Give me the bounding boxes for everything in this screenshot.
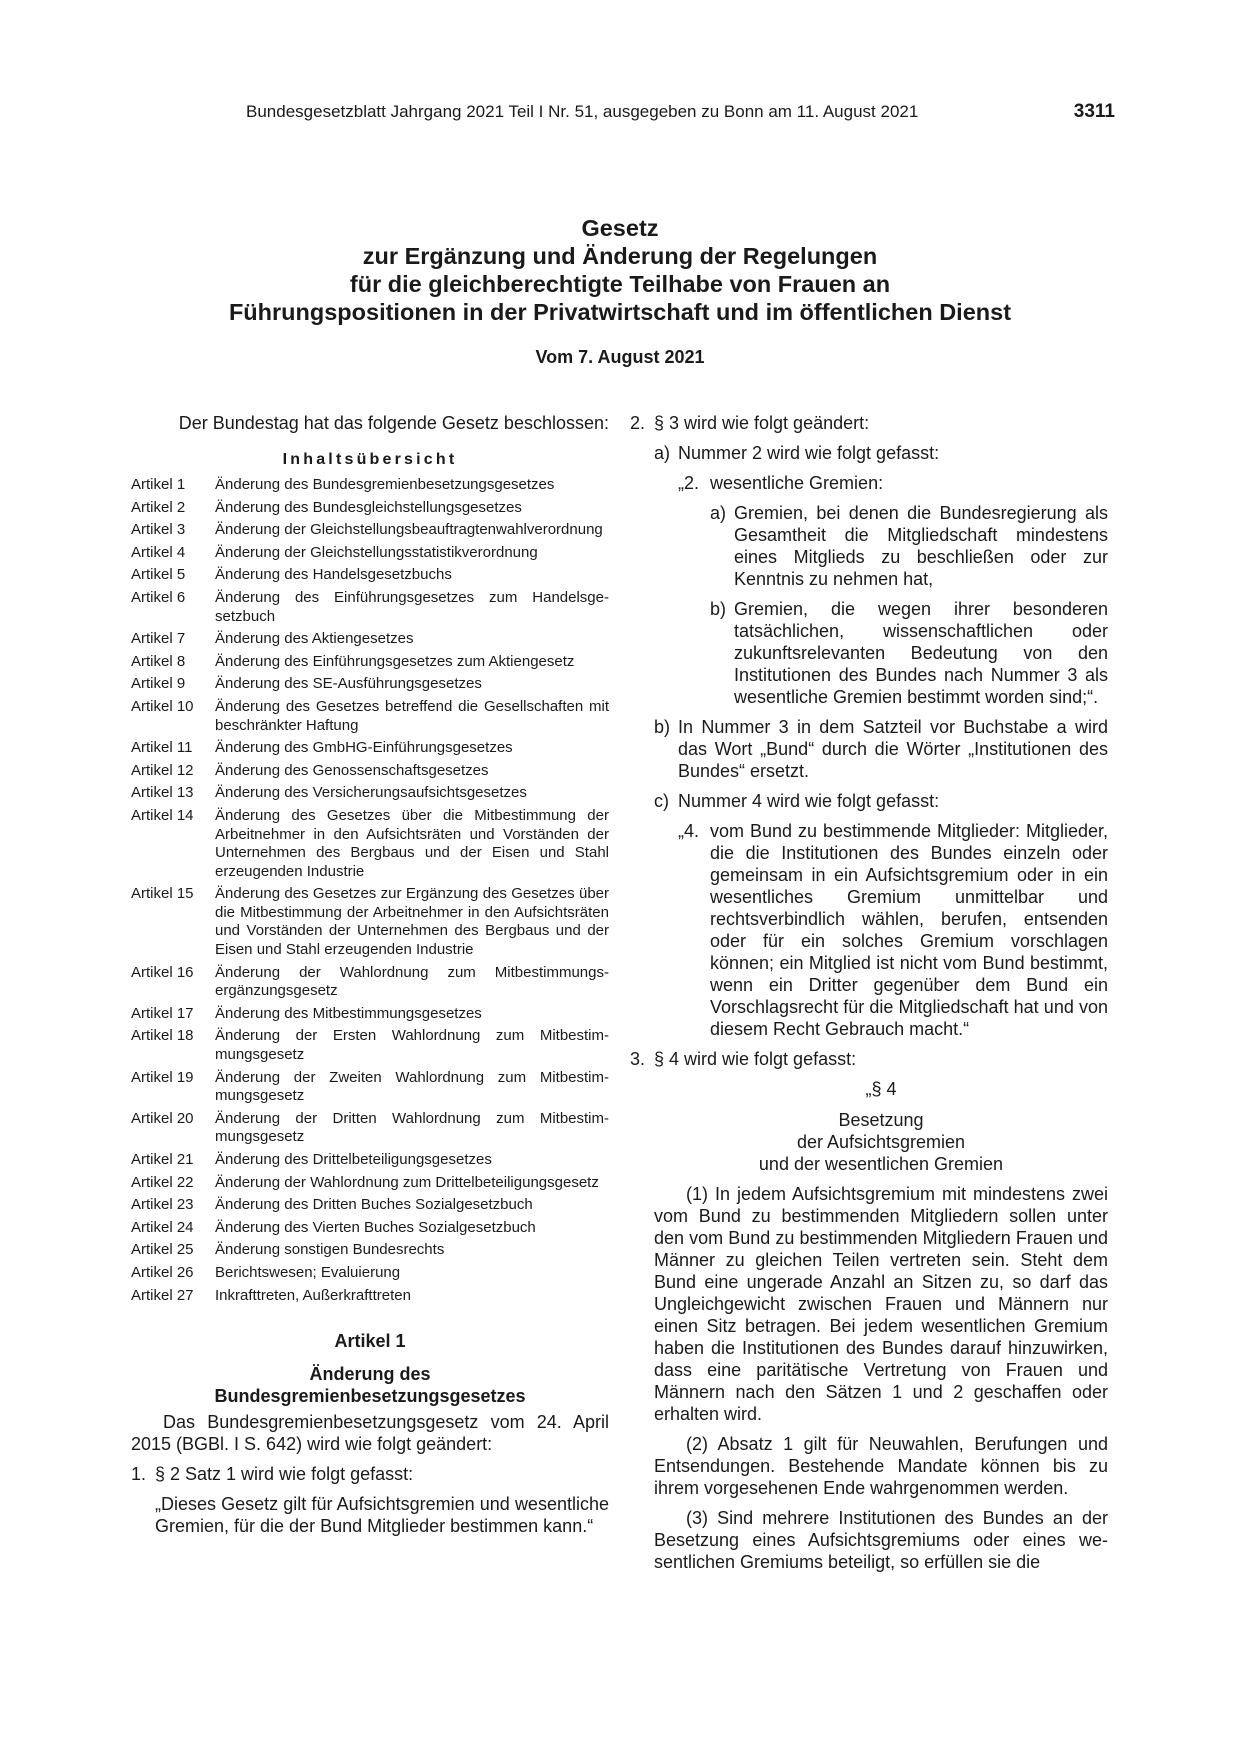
toc-article-title: Änderung des Bundesgremienbesetzungsgesetzes [215, 476, 555, 493]
toc-entry [131, 476, 609, 495]
item-letter: b) [710, 599, 727, 619]
toc-article-title: Änderung des Einführungsgesetzes zum Handelsgesetzbuch [215, 588, 609, 625]
toc-article-title: Änderung der Dritten Wahlordnung zum Mitbestimmungsgesetz [215, 1109, 609, 1146]
toc-article-title: Änderung der Gleichstellungsbeauftragtenwahlverordnung [215, 521, 603, 539]
list-item [654, 790, 1108, 812]
table-of-contents [131, 476, 609, 1305]
toc-entry [131, 653, 609, 672]
toc-article-title: Änderung des GmbHG-Einführungsgesetzes [215, 739, 513, 757]
toc-article-title: Änderung der Ersten Wahlordnung zum Mitbestimmungsgesetz [215, 1027, 609, 1064]
toc-article-number: Artikel 27 [131, 1286, 194, 1304]
item-number: „4. [678, 821, 700, 841]
toc-article-number: Artikel 13 [131, 784, 194, 802]
article-1-heading: Artikel 1 [334, 1331, 406, 1352]
toc-article-title: Änderung des Einführungsgesetzes zum Aktiengesetz [215, 652, 575, 670]
quoted-text: „Dieses Gesetz gilt für Aufsichtsgremien und wesentliche Gremien, für die der Bund Mitglieder bestimmen kann.“ [155, 1494, 609, 1537]
list-item [630, 412, 1108, 434]
toc-article-title: Berichtswesen; Evaluierung [215, 1263, 401, 1281]
toc-article-number: Artikel 9 [131, 675, 186, 693]
toc-entry [131, 1196, 609, 1215]
toc-entry [131, 521, 609, 540]
toc-article-title: Änderung der Wahlordnung zum Drittelbeteiligungsgesetz [215, 1173, 599, 1191]
paragraph-2: (2) Absatz 1 gilt für Neuwahlen, Berufungen und Entsendungen. Bestehende Mandate können bis zu ihrem vorgesehenen Ende wahrgenommen werden. [654, 1434, 1108, 1498]
title-line-3: für die gleichberechtigte Teilhabe von Frauen an [349, 271, 891, 297]
item-text: Gremien, bei denen die Bundesregierung als Gesamtheit die Mitgliedschaft mindestens eines Mitglieds zu beschließen oder zur Kenntnis zu nehmen hat, [734, 503, 1108, 589]
article-1-body: Das Bundesgremienbesetzungsgesetz vom 24. April 2015 (BGBl. I S. 642) wird wie folgt geändert: [131, 1412, 609, 1455]
toc-article-title: Änderung sonstigen Bundesrechts [215, 1241, 445, 1259]
section-title-line-3: und der wesentlichen Gremien [758, 1154, 1004, 1174]
list-item [131, 1463, 609, 1485]
toc-entry [131, 784, 609, 803]
toc-article-title: Änderung des Dritten Buches Sozialgesetzbuch [215, 1196, 533, 1214]
toc-article-number: Artikel 7 [131, 630, 186, 648]
toc-entry [131, 1264, 609, 1283]
toc-entry [131, 964, 609, 1001]
toc-article-number: Artikel 25 [131, 1241, 194, 1259]
paragraph-1: (1) In jedem Aufsichtsgremium mit mindestens zwei vom Bund zu bestimmenden Mitgliedern sollen unter den vom Bund zu bestimmenden Mitgliedern Frauen und Männer zu gleichen Teilen vertreten sein. Steht dem Bund eine ungerade Anzahl an Sitzen zu, so darf das Ungleichgewicht zwischen Frauen und Männern nur einen Sitz betragen. Bei jedem wesentlichen Gremium haben die Institutionen des Bundes darauf hinzuwirken, dass eine paritätische Vertretung von Frauen und Männern nach den Sätzen 1 und 2 geschaffen oder erhalten wird. [654, 1184, 1108, 1424]
list-item [654, 442, 1108, 464]
toc-article-number: Artikel 6 [131, 588, 186, 606]
toc-article-title: Änderung der Gleichstellungsstatistikverordnung [215, 543, 538, 561]
section-number: „§ 4 [865, 1079, 897, 1099]
section-4 [654, 1078, 1108, 1573]
toc-article-number: Artikel 3 [131, 521, 186, 539]
toc-article-number: Artikel 24 [131, 1218, 194, 1236]
toc-article-title: Änderung des Gesetzes zur Ergänzung des Gesetzes über die Mitbestimmung der Arbeitnehmer in den Aufsichtsräten und Vorständen der Unternehmen des Bergbaus und der Eisen und Stahl erzeugenden Industrie [215, 885, 609, 959]
toc-article-number: Artikel 2 [131, 498, 186, 516]
item-text: In Nummer 3 in dem Satzteil vor Buchstabe a wird das Wort „Bund“ durch die Wörter „Institutionen des Bundes“ ersetzt. [678, 717, 1108, 781]
toc-article-title: Änderung des Mitbestimmungsgesetzes [215, 1004, 482, 1022]
list-item [654, 716, 1108, 782]
toc-article-title: Inkrafttreten, Außerkrafttreten [215, 1286, 411, 1304]
item-text: Nummer 2 wird wie folgt gefasst: [678, 443, 940, 463]
toc-article-title: Änderung der Wahlordnung zum Mitbestimmungsergänzungsgesetz [215, 963, 609, 1000]
toc-article-title: Änderung des SE-Ausführungsgesetzes [215, 675, 482, 693]
toc-article-number: Artikel 12 [131, 761, 194, 779]
toc-article-number: Artikel 26 [131, 1263, 194, 1281]
toc-article-number: Artikel 23 [131, 1196, 194, 1214]
toc-heading: Inhaltsübersicht [282, 451, 458, 468]
item-text: § 4 wird wie folgt gefasst: [654, 1049, 857, 1069]
toc-article-number: Artikel 8 [131, 652, 186, 670]
title-line-2: zur Ergänzung und Änderung der Regelungen [362, 243, 878, 269]
item-text: § 3 wird wie folgt geändert: [654, 413, 870, 433]
toc-article-number: Artikel 21 [131, 1151, 194, 1168]
item-text: Gremien, die wegen ihrer besonderen tatsächlichen, wissenschaftlichen oder zukunftsrelevanten Bedeutung von den Institutionen des Bundes nach Nummer 3 als wesentliche Gremien bestimmt worden sind;“. [734, 599, 1108, 707]
item-text: Nummer 4 wird wie folgt gefasst: [678, 791, 940, 811]
right-column [630, 412, 1108, 1573]
toc-entry [131, 1219, 609, 1238]
list-item [630, 1048, 1108, 1070]
toc-entry [131, 1110, 609, 1147]
toc-article-number: Artikel 4 [131, 543, 186, 561]
toc-article-title: Änderung des Drittelbeteiligungsgesetzes [215, 1151, 492, 1168]
toc-article-number: Artikel 10 [131, 697, 194, 715]
item-number: 3. [630, 1049, 646, 1069]
toc-article-title: Änderung der Zweiten Wahlordnung zum Mitbestimmungsgesetz [215, 1068, 609, 1105]
toc-entry [131, 1151, 609, 1170]
law-title [120, 214, 1120, 326]
paragraph-3: (3) Sind mehrere Institutionen des Bundes an der Besetzung eines Aufsichtsgremiums oder eines wesentlichen Gremiums beteiligt, so erfüllen sie die [654, 1508, 1108, 1572]
toc-entry [131, 885, 609, 959]
toc-article-number: Artikel 17 [131, 1004, 194, 1022]
toc-entry [131, 739, 609, 758]
item-number: „2. [678, 473, 700, 493]
toc-article-number: Artikel 22 [131, 1173, 194, 1191]
toc-entry [131, 1287, 609, 1306]
title-line-1: Gesetz [581, 215, 659, 241]
toc-entry [131, 630, 609, 649]
item-letter: c) [654, 791, 669, 811]
title-line-4: Führungspositionen in der Privatwirtschaft und im öffentlichen Dienst [228, 299, 1012, 325]
gazette-citation: Bundesgesetzblatt Jahrgang 2021 Teil I Nr. 51, ausgegeben zu Bonn am 11. August 2021 [246, 102, 919, 121]
toc-article-title: Änderung des Versicherungsaufsichtsgesetzes [215, 784, 527, 802]
item-text: wesentliche Gremien: [710, 473, 884, 493]
list-item [710, 598, 1108, 708]
toc-entry [131, 566, 609, 585]
toc-article-title: Änderung des Vierten Buches Sozialgesetzbuch [215, 1218, 536, 1236]
item-number: 2. [630, 413, 646, 433]
item-text: vom Bund zu bestimmende Mitglieder: Mitglieder, die die Institutionen des Bundes einzeln oder gemeinsam in ein Aufsichtsgremium oder in ein wesentliches Gremium unmittelbar und rechtsverbindlich wählen, berufen, entsenden oder für ein solches Gremium vorschlagen können; ein Mitglied ist nicht vom Bund bestimmt, wenn ein Dritter gegenüber dem Bund ein Vorschlagsrecht für die Mitgliedschaft hat und von diesem Recht Gebrauch macht.“ [710, 821, 1108, 1039]
toc-article-number: Artikel 11 [131, 739, 193, 757]
toc-entry [131, 1241, 609, 1260]
toc-article-number: Artikel 19 [131, 1068, 194, 1086]
toc-entry [131, 589, 609, 626]
item-text: § 2 Satz 1 wird wie folgt gefasst: [155, 1464, 414, 1485]
article-1-subtitle-line-1: Änderung des [309, 1364, 431, 1385]
toc-entry [131, 499, 609, 518]
toc-article-title: Änderung des Handelsgesetzbuchs [215, 566, 452, 584]
section-title-line-2: der Aufsichtsgremien [796, 1132, 966, 1152]
toc-entry [131, 807, 609, 881]
running-head [246, 100, 1115, 124]
toc-article-number: Artikel 16 [131, 963, 194, 981]
quoted-item [678, 472, 1108, 494]
section-title-line-1: Besetzung [838, 1110, 924, 1130]
toc-entry [131, 1005, 609, 1024]
toc-article-title: Änderung des Genossenschaftsgesetzes [215, 761, 489, 779]
item-letter: b) [654, 717, 671, 737]
toc-entry [131, 544, 609, 563]
item-number: 1. [131, 1464, 147, 1485]
item-letter: a) [710, 503, 727, 523]
toc-entry [131, 1174, 609, 1193]
toc-article-number: Artikel 18 [131, 1027, 194, 1045]
toc-article-title: Änderung des Gesetzes betreffend die Gesellschaften mit beschränkter Haftung [215, 697, 609, 734]
toc-article-number: Artikel 1 [131, 476, 186, 493]
toc-entry [131, 698, 609, 735]
toc-entry [131, 762, 609, 781]
toc-entry [131, 1069, 609, 1106]
toc-article-number: Artikel 20 [131, 1109, 194, 1127]
page-number: 3311 [1073, 101, 1115, 122]
list-item [710, 502, 1108, 590]
law-date: Vom 7. August 2021 [535, 347, 705, 367]
article-1 [131, 1330, 609, 1537]
toc-article-title: Änderung des Gesetzes über die Mitbestimmung der Arbeitnehmer in den Aufsichtsräten und Vorständen der Unternehmen des Bergbaus und der Eisen und Stahl erzeugenden Industrie [215, 806, 609, 880]
toc-article-title: Änderung des Aktiengesetzes [215, 630, 414, 648]
toc-article-title: Änderung des Bundesgleichstellungsgesetzes [215, 498, 522, 516]
toc-entry [131, 675, 609, 694]
toc-article-number: Artikel 14 [131, 806, 194, 824]
item-letter: a) [654, 443, 671, 463]
quoted-item [678, 820, 1108, 1040]
enactment-formula: Der Bundestag hat das folgende Gesetz beschlossen: [178, 413, 609, 433]
toc-article-number: Artikel 15 [131, 885, 194, 903]
toc-article-number: Artikel 5 [131, 566, 186, 584]
left-column [131, 412, 609, 1537]
toc-entry [131, 1027, 609, 1064]
article-1-subtitle-line-2: Bundesgremienbesetzungsgesetzes [214, 1386, 526, 1407]
